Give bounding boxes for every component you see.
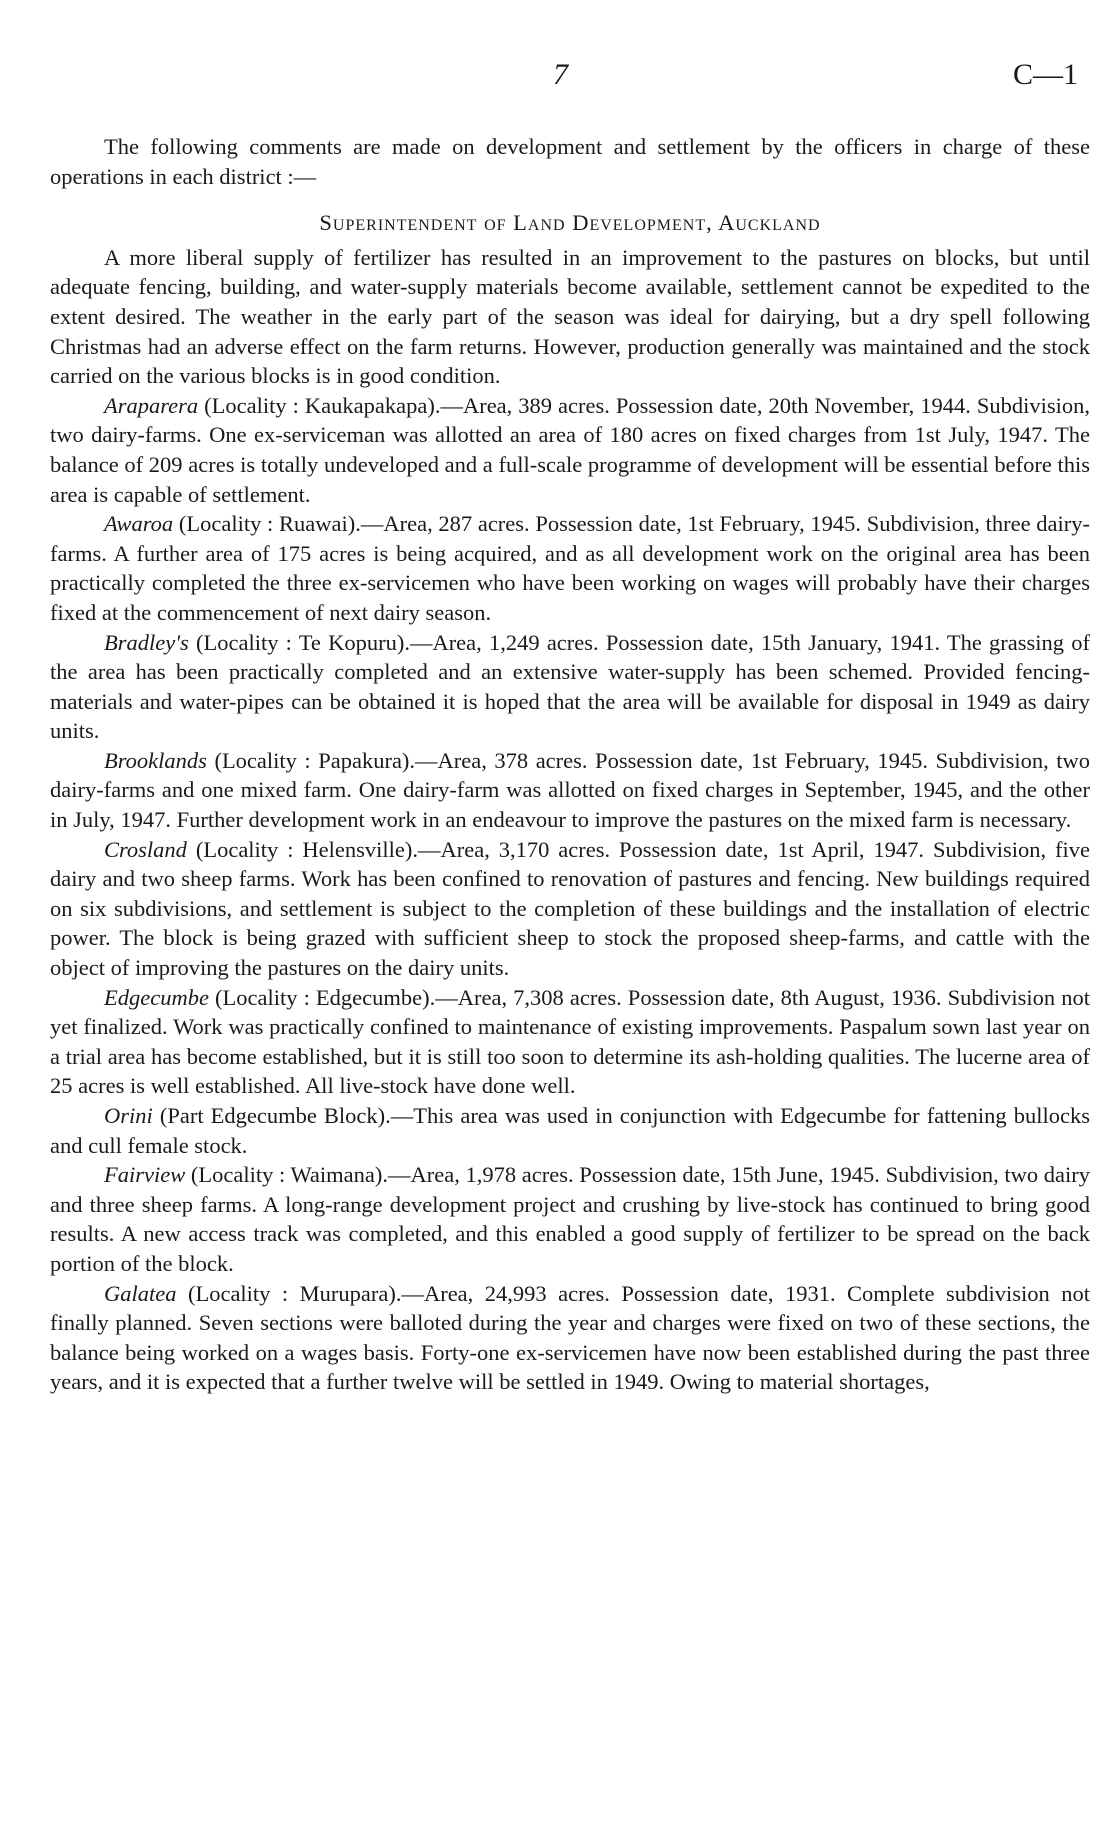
entry-paragraph — [50, 746, 1090, 835]
entry-text: (Locality : Te Kopuru).—Area, 1,249 acres. Possession date, 15th January, 1941. The grassing of the area has been practically completed and an extensive water-supply has been schemed. Provided fencing-materials and water-pipes can be obtained it is hoped that the area will be available for disposal in 1949 as dairy units. — [50, 629, 1090, 744]
entry-text: (Locality : Murupara).—Area, 24,993 acres. Possession date, 1931. Complete subdivision not finally planned. Seven sections were balloted during the year and charges were fixed on two of these sections, the balance being worked on a wages basis. Forty-one ex-servicemen have now been established during the past three years, and it is expected that a further twelve will be settled in 1949. Owing to material shortages, — [50, 1280, 1090, 1395]
general-paragraph: A more liberal supply of fertilizer has resulted in an improvement to the pastures on blocks, but until adequate fencing, building, and water-supply materials become available, settlement cannot be expedited to the extent desired. The weather in the early part of the season was ideal for dairying, but a dry spell following Christmas had an adverse effect on the farm returns. However, production generally was maintained and the stock carried on the various blocks is in good condition. — [50, 244, 1090, 389]
block-name: Brooklands — [104, 747, 207, 773]
block-name: Edgecumbe — [104, 984, 209, 1010]
block-name: Araparera — [104, 392, 199, 418]
block-name: Awaroa — [104, 511, 174, 537]
entry-text: (Locality : Edgecumbe).—Area, 7,308 acres. Possession date, 8th August, 1936. Subdivision not yet finalized. Work was practically confined to maintenance of existing improvements. Paspalum sown last year on a trial area has become established, but it is still too soon to determine its ash-holding qualities. The lucerne area of 25 acres is well established. All live-stock have done well. — [50, 984, 1090, 1099]
entry-paragraph — [50, 1101, 1090, 1160]
section-heading: Superintendent of Land Development, Auckland — [319, 210, 821, 236]
body-text — [50, 132, 1090, 1397]
document-reference: C—1 — [1012, 58, 1078, 91]
entry-text: (Locality : Papakura).—Area, 378 acres. Possession date, 1st February, 1945. Subdivision, two dairy-farms and one mixed farm. One dairy-farm was allotted on fixed charges in September, 1945, and the other in July, 1947. Further development work in an endeavour to improve the pastures on the mixed farm is necessary. — [50, 747, 1090, 833]
entry-paragraph — [50, 835, 1090, 983]
entry-text: (Locality : Waimana).—Area, 1,978 acres. Possession date, 15th June, 1945. Subdivision, two dairy and three sheep farms. A long-range development project and crushing by live-stock has continued to bring good results. A new access track was completed, and this enabled a good supply of fertilizer to be spread on the back portion of the block. — [50, 1162, 1090, 1276]
block-name: Crosland — [104, 836, 187, 862]
entry-paragraph — [50, 391, 1090, 509]
entry-paragraph — [50, 1279, 1090, 1397]
block-name: Galatea — [104, 1280, 177, 1306]
entry-paragraph — [50, 1160, 1090, 1278]
block-name: Bradley's — [104, 629, 189, 655]
block-name: Fairview — [104, 1162, 186, 1188]
block-name: Orini — [104, 1103, 153, 1128]
page-number: 7 — [553, 58, 568, 91]
entry-paragraph — [50, 509, 1090, 627]
entry-text: (Locality : Kaukapakapa).—Area, 389 acres. Possession date, 20th November, 1944. Subdivision, two dairy-farms. One ex-serviceman was allotted an area of 180 acres on fixed charges from 1st July, 1947. The balance of 209 acres is totally undeveloped and a full-scale programme of development will be essential before this area is capable of settlement. — [50, 392, 1090, 507]
entry-text: (Part Edgecumbe Block).—This area was used in conjunction with Edgecumbe for fattening bullocks and cull female stock. — [50, 1103, 1090, 1158]
entry-text: (Locality : Ruawai).—Area, 287 acres. Possession date, 1st February, 1945. Subdivision, three dairy-farms. A further area of 175 acres is being acquired, and as all development work on the original area has been practically completed the three ex-servicemen who have been working on wages will probably have their charges fixed at the commencement of next dairy season. — [50, 511, 1090, 625]
page-header — [0, 58, 1114, 98]
intro-paragraph: The following comments are made on development and settlement by the officers in charge of these operations in each district :— — [50, 134, 1090, 189]
entry-paragraph — [50, 628, 1090, 746]
entry-paragraph — [50, 983, 1090, 1101]
entry-text: (Locality : Helensville).—Area, 3,170 acres. Possession date, 1st April, 1947. Subdivision, five dairy and two sheep farms. Work has been confined to renovation of pastures and fencing. New buildings required on six subdivisions, and settlement is subject to the completion of these buildings and the installation of electric power. The block is being grazed with sufficient sheep to stock the proposed sheep-farms, and cattle with the object of improving the pastures on the dairy units. — [50, 836, 1090, 981]
